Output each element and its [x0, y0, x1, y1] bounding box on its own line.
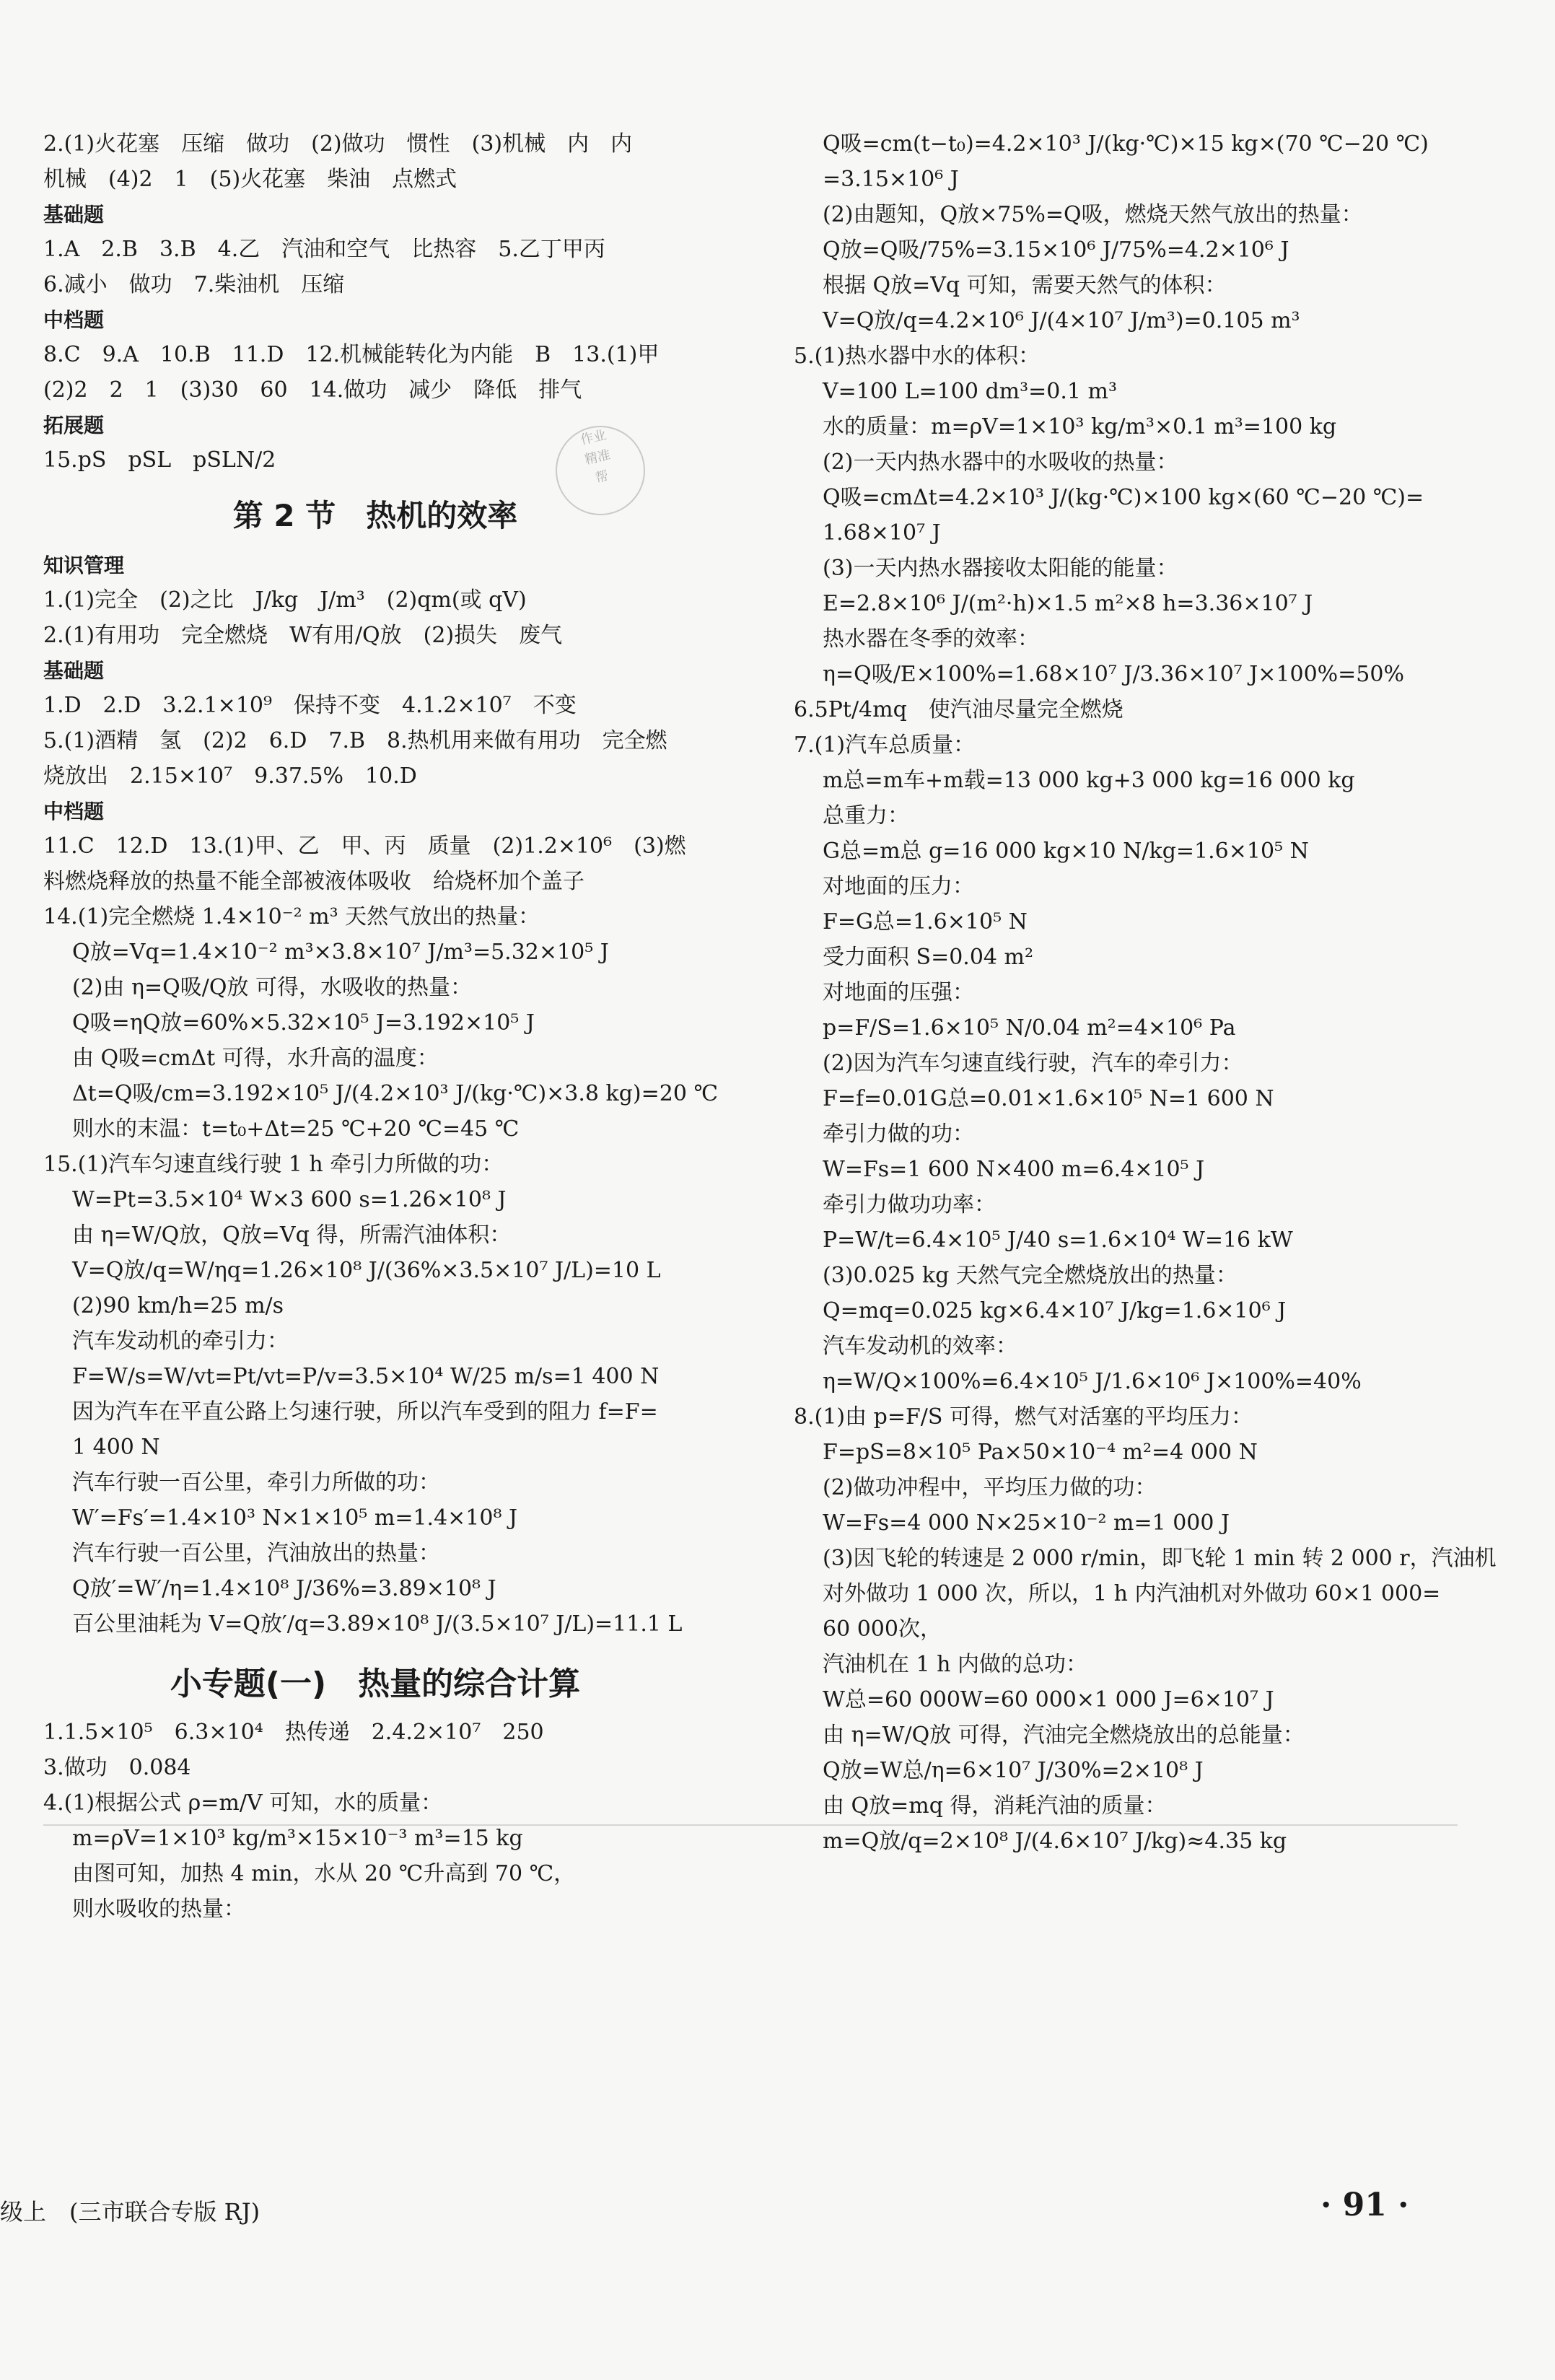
answer-line: 由图可知，加热 4 min，水从 20 ℃升高到 70 ℃，	[72, 1861, 576, 1886]
answer-line: (2)90 km/h=25 m/s	[72, 1293, 284, 1318]
answer-line: 对外做功 1 000 次，所以，1 h 内汽油机对外做功 60×1 000=	[823, 1581, 1441, 1606]
answer-line: 由 Q吸=cmΔt 可得，水升高的温度：	[72, 1046, 439, 1071]
answer-line: F=G总=1.6×10⁵ N	[823, 909, 1028, 935]
answer-line: V=Q放/q=4.2×10⁶ J/(4×10⁷ J/m³)=0.105 m³	[823, 308, 1300, 333]
answer-line: 14.(1)完全燃烧 1.4×10⁻² m³ 天然气放出的热量：	[43, 904, 540, 929]
answer-line: (3)0.025 kg 天然气完全燃烧放出的热量：	[823, 1263, 1238, 1288]
answer-line: 热水器在冬季的效率：	[823, 626, 1039, 652]
answer-line: 机械 (4)2 1 (5)火花塞 柴油 点燃式	[43, 167, 457, 192]
answer-line: 1.D 2.D 3.2.1×10⁹ 保持不变 4.1.2×10⁷ 不变	[43, 693, 577, 718]
answer-line: 5.(1)酒精 氢 (2)2 6.D 7.B 8.热机用来做有用功 完全燃	[43, 728, 667, 753]
answer-line: 对地面的压力：	[823, 874, 974, 899]
section-heading: 中档题	[43, 800, 105, 823]
answer-line: W′=Fs′=1.4×10³ N×1×10⁵ m=1.4×10⁸ J	[72, 1505, 518, 1531]
answer-line: 汽车行驶一百公里，牵引力所做的功：	[72, 1470, 440, 1495]
answer-line: (2)由 η=Q吸/Q放 可得，水吸收的热量：	[72, 975, 472, 1000]
answer-line: W=Fs=1 600 N×400 m=6.4×10⁵ J	[823, 1157, 1205, 1182]
answer-line: m=Q放/q=2×10⁸ J/(4.6×10⁷ J/kg)≈4.35 kg	[823, 1829, 1287, 1854]
answer-line: 百公里油耗为 V=Q放′/q=3.89×10⁸ J/(3.5×10⁷ J/L)=11.1 L	[72, 1611, 683, 1637]
answer-line: W=Fs=4 000 N×25×10⁻² m=1 000 J	[823, 1510, 1230, 1536]
answer-line: Q放=Q吸/75%=3.15×10⁶ J/75%=4.2×10⁶ J	[823, 237, 1289, 263]
answer-line: 则水的末温：t=t₀+Δt=25 ℃+20 ℃=45 ℃	[72, 1116, 520, 1142]
answer-line: 15.(1)汽车匀速直线行驶 1 h 牵引力所做的功：	[43, 1152, 504, 1177]
answer-line: 2.(1)有用功 完全燃烧 W有用/Q放 (2)损失 废气	[43, 623, 563, 648]
answer-line: Q放=W总/η=6×10⁷ J/30%=2×10⁸ J	[823, 1758, 1204, 1783]
answer-line: F=W/s=W/vt=Pt/vt=P/v=3.5×10⁴ W/25 m/s=1 400 N	[72, 1364, 660, 1389]
answer-line: 受力面积 S=0.04 m²	[823, 945, 1034, 970]
answer-line: 因为汽车在平直公路上匀速行驶，所以汽车受到的阻力 f=F=	[72, 1399, 658, 1425]
section-title: 小专题(一) 热量的综合计算	[170, 1666, 581, 1702]
answer-line: Q吸=cmΔt=4.2×10³ J/(kg·℃)×100 kg×(60 ℃−20 ℃)=	[823, 485, 1424, 510]
section-title: 第 2 节 热机的效率	[232, 498, 518, 533]
section-heading: 基础题	[43, 203, 105, 227]
answer-line: 3.做功 0.084	[43, 1755, 191, 1780]
answer-line: 11.C 12.D 13.(1)甲、乙 甲、丙 质量 (2)1.2×10⁶ (3)燃	[43, 834, 686, 859]
answer-line: 8.(1)由 p=F/S 可得，燃气对活塞的平均压力：	[794, 1404, 1253, 1430]
answer-line: 由 η=W/Q放，Q放=Vq 得，所需汽油体积：	[72, 1222, 512, 1248]
answer-line: 汽车发动机的效率：	[823, 1334, 1017, 1359]
answer-line: Q放′=W′/η=1.4×10⁸ J/36%=3.89×10⁸ J	[72, 1576, 496, 1601]
answer-line: 牵引力做功功率：	[823, 1192, 996, 1217]
answer-line: 1.(1)完全 (2)之比 J/kg J/m³ (2)qm(或 qV)	[43, 587, 527, 613]
answer-line: (2)2 2 1 (3)30 60 14.做功 减少 降低 排气	[43, 377, 582, 403]
answer-line: 7.(1)汽车总质量：	[794, 732, 976, 758]
section-heading: 中档题	[43, 308, 105, 332]
answer-line: 1.A 2.B 3.B 4.乙 汽油和空气 比热容 5.乙丁甲丙	[43, 237, 605, 262]
answer-line: 1.68×10⁷ J	[823, 520, 941, 546]
answer-line: η=W/Q×100%=6.4×10⁵ J/1.6×10⁶ J×100%=40%	[823, 1369, 1362, 1394]
answer-line: 6.5Pt/4mq 使汽油尽量完全燃烧	[794, 697, 1123, 722]
answer-line: F=f=0.01G总=0.01×1.6×10⁵ N=1 600 N	[823, 1086, 1274, 1111]
stamp-line: 帮	[593, 468, 610, 486]
answer-line: V=Q放/q=W/ηq=1.26×10⁸ J/(36%×3.5×10⁷ J/L)=10 L	[72, 1258, 661, 1283]
answer-line: 烧放出 2.15×10⁷ 9.37.5% 10.D	[43, 764, 417, 789]
answer-line: (2)因为汽车匀速直线行驶，汽车的牵引力：	[823, 1051, 1243, 1076]
answer-line: 15.pS pSL pSLN/2	[43, 447, 276, 473]
answer-line: (2)做功冲程中，平均压力做的功：	[823, 1475, 1157, 1500]
answer-line: V=100 L=100 dm³=0.1 m³	[823, 379, 1117, 404]
answer-line: F=pS=8×10⁵ Pa×50×10⁻⁴ m²=4 000 N	[823, 1440, 1258, 1465]
answer-line: Q吸=ηQ放=60%×5.32×10⁵ J=3.192×10⁵ J	[72, 1010, 535, 1036]
section-heading: 知识管理	[43, 554, 125, 577]
answer-line: Q吸=cm(t−t₀)=4.2×10³ J/(kg·℃)×15 kg×(70 ℃−20 ℃)	[823, 131, 1429, 157]
answer-line: 汽车发动机的牵引力：	[72, 1329, 289, 1354]
stamp-line: 作业	[579, 427, 608, 448]
answer-line: 1.1.5×10⁵ 6.3×10⁴ 热传递 2.4.2×10⁷ 250	[43, 1720, 544, 1745]
answer-line: 8.C 9.A 10.B 11.D 12.机械能转化为内能 B 13.(1)甲	[43, 342, 660, 367]
answer-line: 由 η=W/Q放 可得，汽油完全燃烧放出的总能量：	[823, 1723, 1305, 1748]
answer-line: (3)因飞轮的转速是 2 000 r/min，即飞轮 1 min 转 2 000 r，汽油机	[823, 1546, 1497, 1571]
answer-line: 由 Q放=mq 得，消耗汽油的质量：	[823, 1793, 1167, 1819]
answer-line: m总=m车+m载=13 000 kg+3 000 kg=16 000 kg	[823, 768, 1355, 793]
answer-line: (2)由题知，Q放×75%=Q吸，燃烧天然气放出的热量：	[823, 202, 1363, 227]
answer-line: Q放=Vq=1.4×10⁻² m³×3.8×10⁷ J/m³=5.32×10⁵ J	[72, 940, 609, 965]
answer-line: W=Pt=3.5×10⁴ W×3 600 s=1.26×10⁸ J	[72, 1187, 507, 1212]
answer-line: 根据 Q放=Vq 可知，需要天然气的体积：	[823, 273, 1227, 298]
answer-line: 60 000次，	[823, 1616, 942, 1642]
answer-line: =3.15×10⁶ J	[823, 167, 959, 192]
answer-line: 水的质量：m=ρV=1×10³ kg/m³×0.1 m³=100 kg	[823, 414, 1337, 439]
answer-line: 牵引力做的功：	[823, 1121, 974, 1147]
answer-line: 汽车行驶一百公里，汽油放出的热量：	[72, 1541, 440, 1566]
right-column	[794, 130, 1497, 1863]
answer-line: G总=m总 g=16 000 kg×10 N/kg=1.6×10⁵ N	[823, 839, 1309, 864]
answer-line: Q=mq=0.025 kg×6.4×10⁷ J/kg=1.6×10⁶ J	[823, 1298, 1287, 1324]
answer-line: (2)一天内热水器中的水吸收的热量：	[823, 450, 1178, 475]
answer-line: 1 400 N	[72, 1435, 160, 1460]
answer-line: 6.减小 做功 7.柴油机 压缩	[43, 272, 345, 297]
section-heading: 基础题	[43, 659, 105, 683]
answer-line: (3)一天内热水器接收太阳能的能量：	[823, 556, 1178, 581]
answer-line: 5.(1)热水器中水的体积：	[794, 344, 1041, 369]
answer-line: 总重力：	[823, 803, 909, 828]
answer-line: 料燃烧释放的热量不能全部被液体吸收 给烧杯加个盖子	[43, 869, 584, 894]
left-column	[43, 130, 719, 1930]
answer-line: p=F/S=1.6×10⁵ N/0.04 m²=4×10⁶ Pa	[823, 1015, 1236, 1041]
answer-line: Δt=Q吸/cm=3.192×10⁵ J/(4.2×10³ J/(kg·℃)×3.8 kg)=20 ℃	[72, 1081, 719, 1106]
answer-line: m=ρV=1×10³ kg/m³×15×10⁻³ m³=15 kg	[72, 1826, 523, 1851]
section-divider	[43, 1824, 1458, 1826]
answer-line: 对地面的压强：	[823, 980, 974, 1005]
answer-line: 汽油机在 1 h 内做的总功：	[823, 1652, 1088, 1677]
answer-line: 2.(1)火花塞 压缩 做功 (2)做功 惯性 (3)机械 内 内	[43, 131, 633, 157]
page-number: · 91 ·	[1320, 2187, 1409, 2223]
answer-line: E=2.8×10⁶ J/(m²·h)×1.5 m²×8 h=3.36×10⁷ J	[823, 591, 1313, 616]
stamp-line: 精准	[583, 447, 612, 468]
answer-line: P=W/t=6.4×10⁵ J/40 s=1.6×10⁴ W=16 kW	[823, 1228, 1293, 1253]
answer-line: η=Q吸/E×100%=1.68×10⁷ J/3.36×10⁷ J×100%=50%	[823, 662, 1404, 687]
answer-line: W总=60 000W=60 000×1 000 J=6×10⁷ J	[823, 1687, 1274, 1712]
answer-line: 则水吸收的热量：	[72, 1896, 245, 1922]
footer-edition: 级上 (三市联合专版 RJ)	[0, 2198, 260, 2226]
section-heading: 拓展题	[43, 414, 105, 437]
answer-line: 4.(1)根据公式 ρ=m/V 可知，水的质量：	[43, 1790, 443, 1816]
